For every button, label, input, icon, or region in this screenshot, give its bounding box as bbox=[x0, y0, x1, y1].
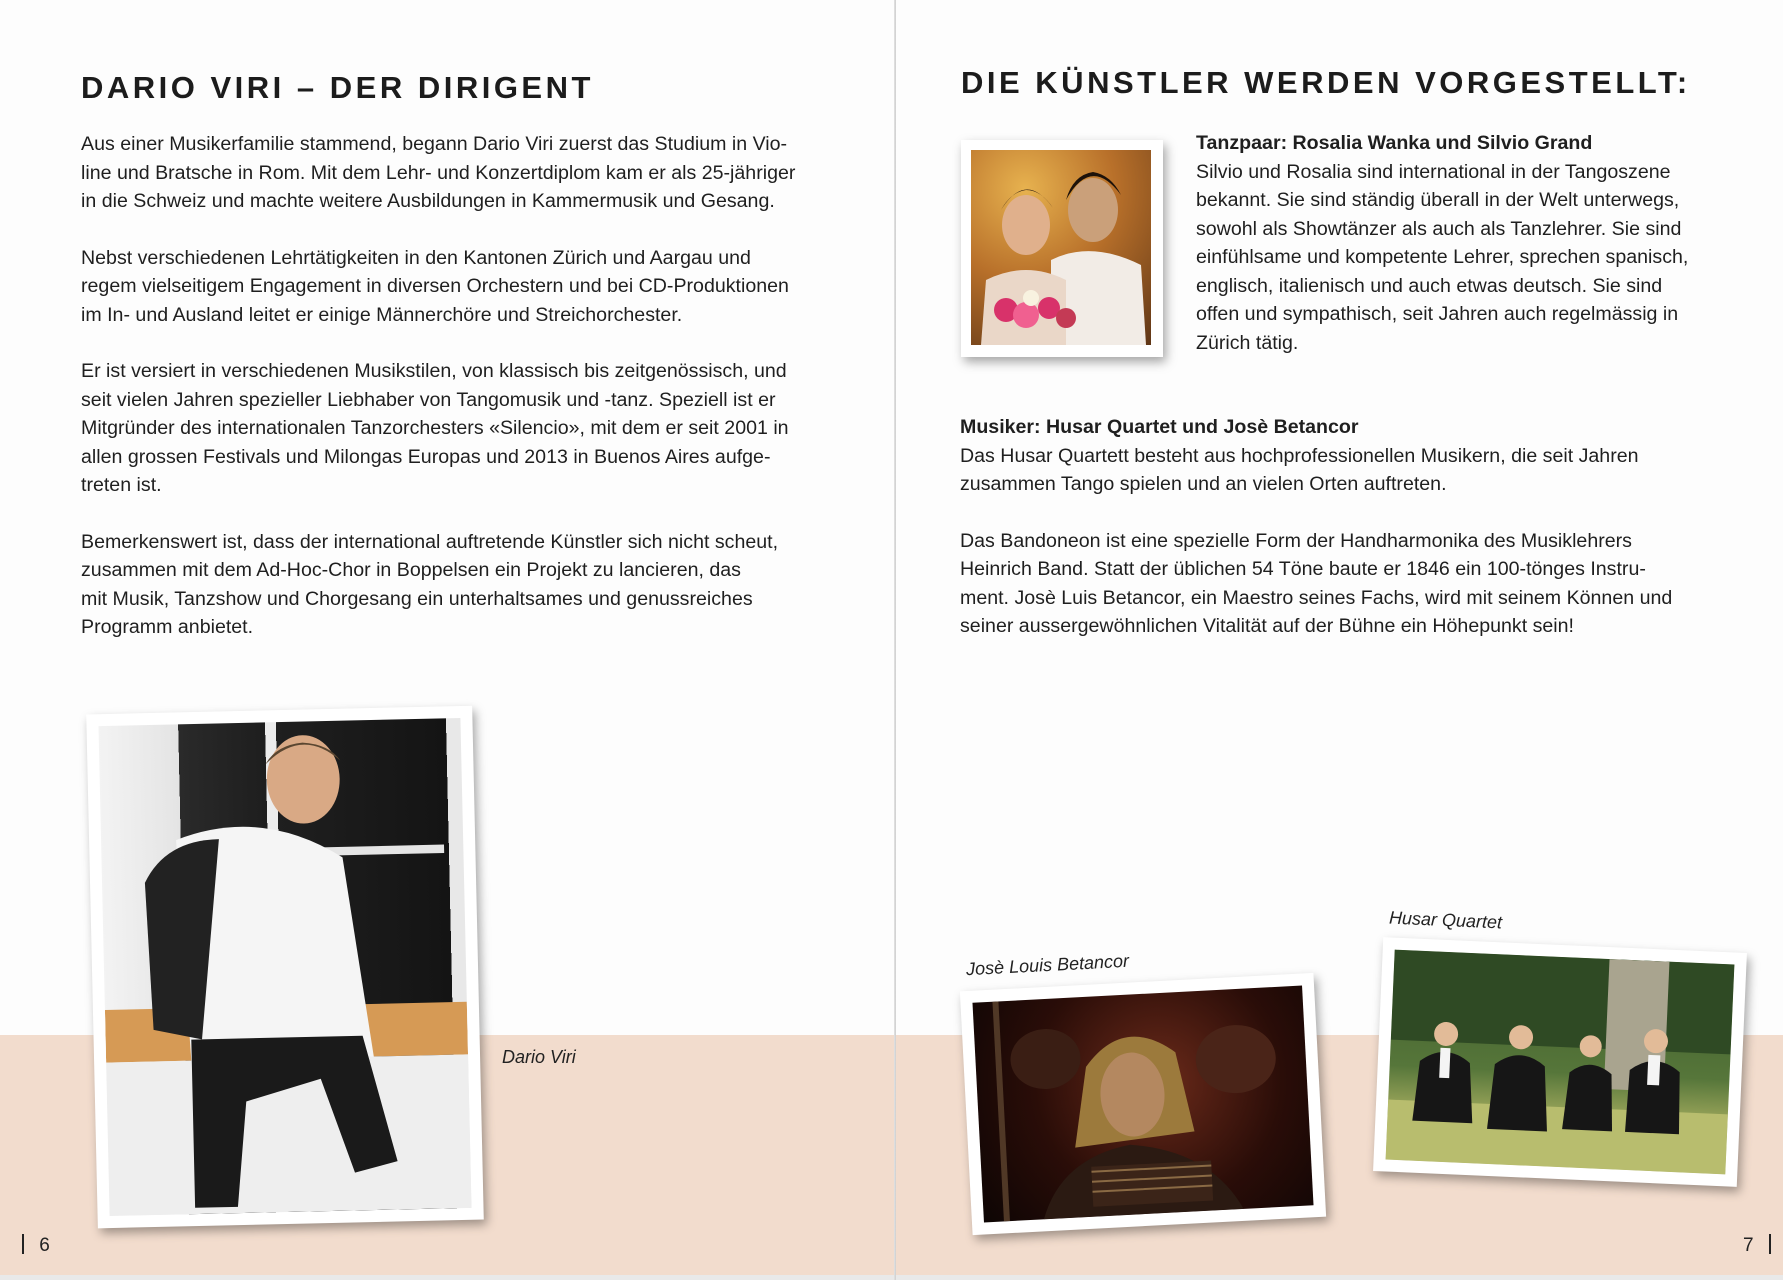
dancers-line: offen und sympathisch, seit Jahren auch regelmässig in bbox=[1196, 303, 1679, 325]
bio-line: seit vielen Jahren spezieller Liebhaber von Tangomusik und -tanz. Speziell ist er bbox=[81, 388, 776, 411]
bio-line: Bemerkenswert ist, dass der international auftretende Künstler sich nicht scheut, bbox=[81, 530, 779, 553]
dario-viri-bio bbox=[81, 130, 841, 670]
page-number-bar bbox=[1769, 1234, 1771, 1254]
musicians-line: zusammen Tango spielen und an vielen Orten auftreten. bbox=[960, 473, 1447, 495]
musicians-paragraph-2 bbox=[960, 527, 1750, 641]
bio-line: allen grossen Festivals und Milongas Europas und 2013 in Buenos Aires aufge- bbox=[81, 445, 771, 468]
dancers-photo bbox=[961, 140, 1163, 357]
musicians-line: Das Husar Quartett besteht aus hochprofessionellen Musikern, die seit Jahren bbox=[960, 444, 1639, 467]
bio-line: im In- und Ausland leitet er einige Männerchöre und Streichorchester. bbox=[81, 303, 683, 326]
musicians-paragraph-1 bbox=[960, 442, 1750, 499]
musicians-line: ment. Josè Luis Betancor, ein Maestro seines Fachs, wird mit seinem Können und bbox=[960, 586, 1673, 609]
bio-line: Nebst verschiedenen Lehrtätigkeiten in den Kantonen Zürich und Aargau und bbox=[81, 246, 751, 269]
dancers-line: einfühlsame und kompetente Lehrer, sprechen spanisch, bbox=[1196, 246, 1689, 268]
musicians-section bbox=[960, 413, 1750, 669]
musicians-line: Das Bandoneon ist eine spezielle Form der Handharmonika des Musiklehrers bbox=[960, 529, 1632, 552]
bio-line: in die Schweiz und machte weitere Ausbildungen in Kammermusik und Gesang. bbox=[81, 190, 775, 212]
dancers-line: Zürich tätig. bbox=[1196, 331, 1299, 354]
bio-line: Mitgründer des internationalen Tanzorchesters «Silencio», mit dem er seit 2001 in bbox=[81, 417, 789, 439]
quartet-caption: Husar Quartet bbox=[1388, 907, 1503, 933]
dancers-line: englisch, italienisch und auch etwas deutsch. Sie sind bbox=[1196, 274, 1663, 297]
page-number-right bbox=[1743, 1234, 1771, 1257]
page-number-text: 6 bbox=[39, 1235, 50, 1256]
bio-paragraph-1 bbox=[81, 130, 841, 216]
bio-line: mit Musik, Tanzshow und Chorgesang ein unterhaltsames und genussreiches bbox=[81, 587, 753, 610]
quartet-image bbox=[1386, 950, 1735, 1175]
bio-line: line und Bratsche in Rom. Mit dem Lehr- und Konzertdiplom kam er als 25-jähriger bbox=[81, 161, 796, 184]
betancor-photo bbox=[960, 973, 1326, 1235]
bio-paragraph-2 bbox=[81, 244, 841, 330]
page-number-left bbox=[22, 1234, 50, 1257]
bio-paragraph-3 bbox=[81, 357, 841, 500]
dancers-line: sowohl als Showtänzer als auch als Tanzlehrer. Sie sind bbox=[1196, 217, 1682, 240]
right-page-title: DIE KÜNSTLER WERDEN VORGESTELLT: bbox=[961, 65, 1691, 100]
bio-line: Programm anbietet. bbox=[81, 616, 254, 638]
bio-line: regem vielseitigem Engagement in diversen Orchestern und bei CD-Produktionen bbox=[81, 275, 789, 297]
bio-line: zusammen mit dem Ad-Hoc-Chor in Boppelsen ein Projekt zu lancieren, das bbox=[81, 559, 741, 581]
left-bottom-edge bbox=[0, 1275, 896, 1280]
dancers-image bbox=[971, 150, 1151, 345]
quartet-photo bbox=[1373, 937, 1747, 1187]
dancers-line: bekannt. Sie sind ständig überall in der Welt unterwegs, bbox=[1196, 189, 1680, 211]
betancor-image bbox=[972, 986, 1313, 1223]
dancers-section bbox=[1196, 129, 1756, 357]
dario-viri-photo bbox=[86, 706, 484, 1229]
bio-paragraph-4 bbox=[81, 528, 841, 642]
dario-viri-caption: Dario Viri bbox=[502, 1047, 576, 1067]
right-bottom-edge bbox=[896, 1275, 1783, 1280]
dancers-heading: Tanzpaar: Rosalia Wanka und Silvio Grand bbox=[1196, 132, 1593, 154]
dancers-line: Silvio und Rosalia sind international in der Tangoszene bbox=[1196, 160, 1671, 183]
musicians-heading: Musiker: Husar Quartet und Josè Betancor bbox=[960, 416, 1359, 438]
right-page bbox=[896, 0, 1783, 1280]
musicians-line: Heinrich Band. Statt der üblichen 54 Töne baute er 1846 ein 100-tönges Instru- bbox=[960, 558, 1646, 580]
betancor-caption: Josè Louis Betancor bbox=[965, 950, 1130, 980]
bio-line: Er ist versiert in verschiedenen Musikstilen, von klassisch bis zeitgenössisch, und bbox=[81, 360, 787, 382]
page-number-text: 7 bbox=[1743, 1235, 1754, 1256]
bio-line: treten ist. bbox=[81, 474, 162, 496]
dario-viri-image bbox=[98, 718, 471, 1216]
page-number-bar bbox=[22, 1234, 24, 1254]
left-page-title: DARIO VIRI – DER DIRIGENT bbox=[81, 70, 594, 105]
bio-line: Aus einer Musikerfamilie stammend, begann Dario Viri zuerst das Studium in Vio- bbox=[81, 133, 788, 155]
musicians-line: seiner aussergewöhnlichen Vitalität auf der Bühne ein Höhepunkt sein! bbox=[960, 615, 1574, 637]
